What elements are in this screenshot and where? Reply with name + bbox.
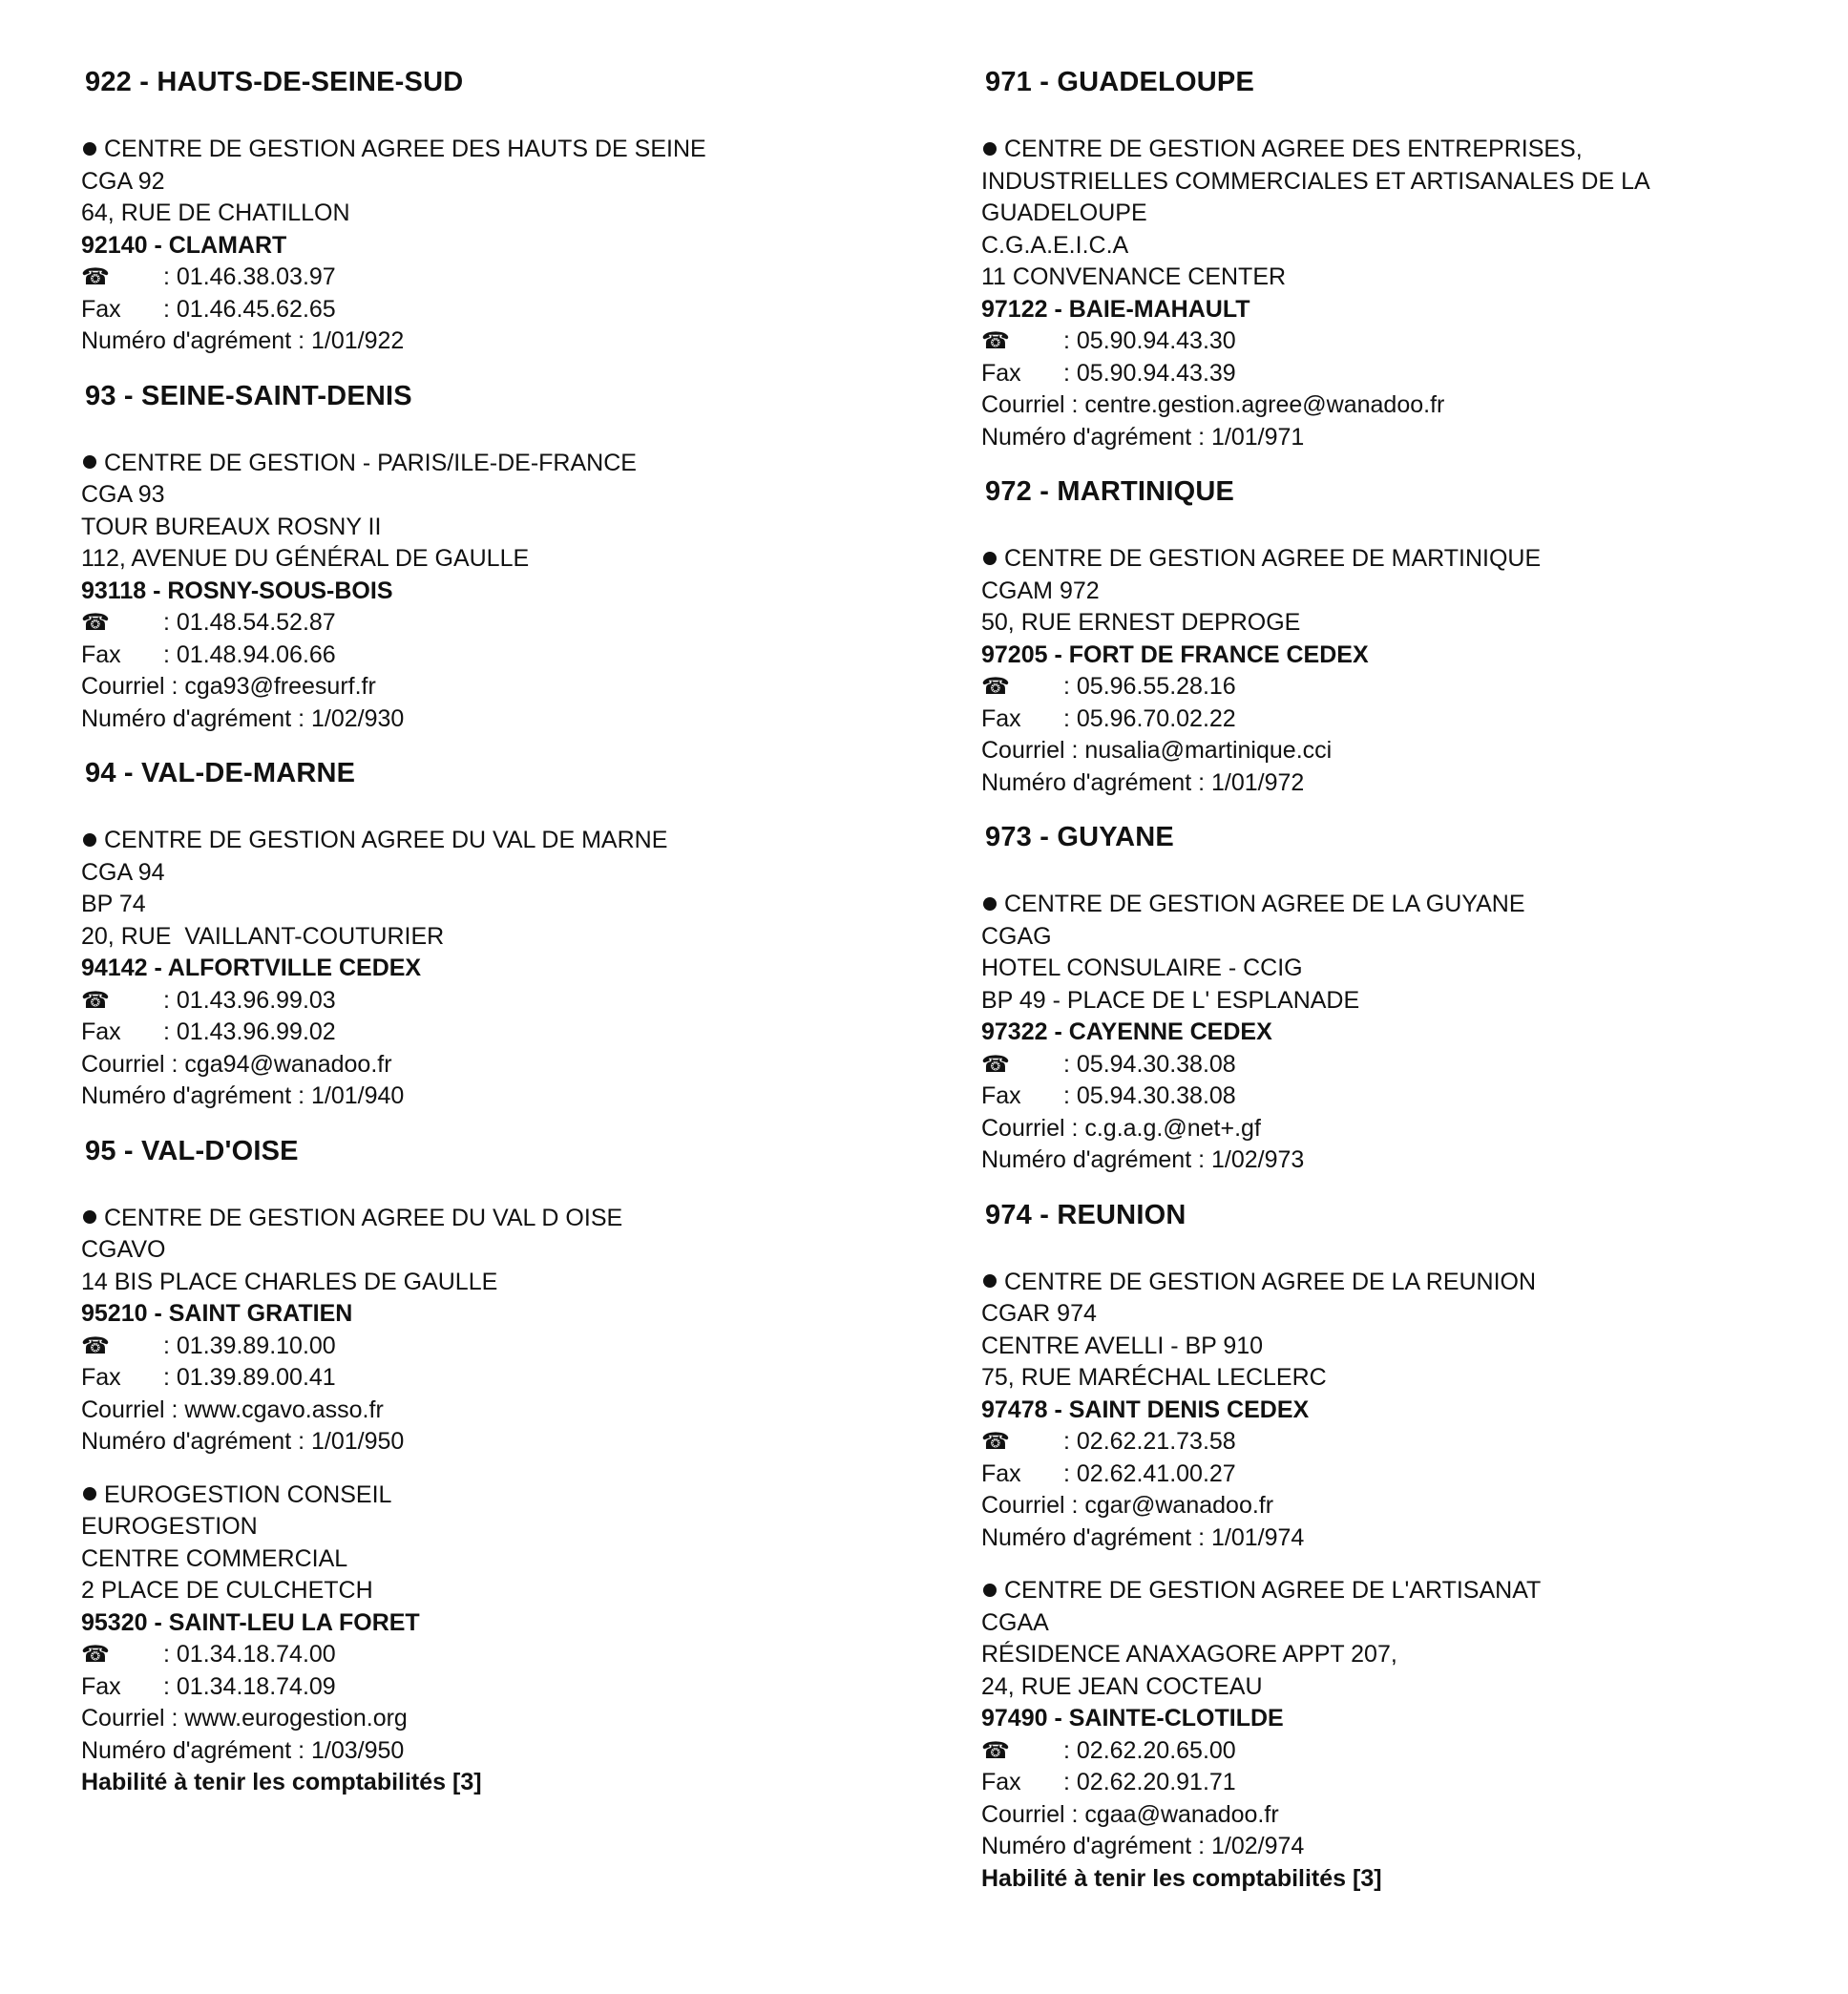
center-entry xyxy=(81,448,902,736)
telephone-icon: ☎ xyxy=(981,1429,1010,1455)
department-title: 974 - REUNION xyxy=(985,1199,1186,1230)
bullet-icon xyxy=(83,1487,96,1501)
agrement-number: Numéro d'agrément : 1/01/940 xyxy=(81,1082,405,1109)
center-entry xyxy=(81,134,902,358)
department-title: 93 - SEINE-SAINT-DENIS xyxy=(85,380,412,411)
center-entry xyxy=(81,825,902,1113)
fax-number: : 01.48.94.06.66 xyxy=(163,640,336,668)
fax-number: : 01.46.45.62.65 xyxy=(163,295,336,323)
phone-number: : 01.34.18.74.00 xyxy=(163,1641,336,1668)
email-line: Courriel : c.g.a.g.@net+.gf xyxy=(981,1114,1261,1142)
postal-city: 97205 - FORT DE FRANCE CEDEX xyxy=(981,640,1369,668)
fax-label: Fax xyxy=(81,295,121,323)
postal-city: 97478 - SAINT DENIS CEDEX xyxy=(981,1396,1310,1423)
center-entry xyxy=(981,889,1802,1177)
fax-number: : 01.34.18.74.09 xyxy=(163,1672,336,1700)
agrement-number: Numéro d'agrément : 1/01/972 xyxy=(981,768,1305,796)
fax-line xyxy=(81,1017,902,1049)
department-title: 973 - GUYANE xyxy=(985,822,1174,852)
fax-label: Fax xyxy=(981,1082,1021,1109)
postal-city: 95320 - SAINT-LEU LA FORET xyxy=(81,1608,420,1636)
department-section xyxy=(81,65,902,358)
phone-number: : 01.48.54.52.87 xyxy=(163,609,336,636)
telephone-icon: ☎ xyxy=(81,264,110,290)
address-line: 11 CONVENANCE CENTER xyxy=(981,263,1287,290)
address-line: INDUSTRIELLES COMMERCIALES ET ARTISANALES DE LA xyxy=(981,167,1650,195)
address-line: CGAVO xyxy=(81,1236,166,1263)
address-line: GUADELOUPE xyxy=(981,199,1147,226)
fax-label: Fax xyxy=(981,1769,1021,1795)
fax-number: : 05.96.70.02.22 xyxy=(1063,704,1236,732)
address-line: CGAR 974 xyxy=(981,1300,1097,1327)
center-name: CENTRE DE GESTION AGREE DU VAL D OISE xyxy=(104,1204,623,1231)
address-line: 64, RUE DE CHATILLON xyxy=(81,199,350,226)
bullet-icon xyxy=(83,833,96,847)
center-entry xyxy=(981,1575,1802,1895)
address-line: CENTRE COMMERCIAL xyxy=(81,1544,348,1572)
center-name: CENTRE DE GESTION AGREE DE MARTINIQUE xyxy=(1004,545,1542,572)
address-line: 24, RUE JEAN COCTEAU xyxy=(981,1672,1263,1700)
address-line: 75, RUE MARÉCHAL LECLERC xyxy=(981,1364,1327,1391)
center-name-line xyxy=(81,1480,902,1512)
center-name-line xyxy=(981,1267,1802,1299)
address-line: CGA 94 xyxy=(81,858,165,886)
address-line: C.G.A.E.I.C.A xyxy=(981,231,1129,259)
fax-number: : 02.62.41.00.27 xyxy=(1063,1459,1236,1487)
telephone-icon: ☎ xyxy=(981,1737,1010,1764)
address-line: TOUR BUREAUX ROSNY II xyxy=(81,513,382,540)
bullet-icon xyxy=(983,552,997,565)
fax-line xyxy=(81,294,902,326)
habilitation-note: Habilité à tenir les comptabilités [3] xyxy=(981,1864,1382,1892)
fax-label: Fax xyxy=(81,1018,121,1045)
email-line: Courriel : www.cgavo.asso.fr xyxy=(81,1396,384,1423)
fax-line xyxy=(81,1362,902,1395)
postal-city: 97322 - CAYENNE CEDEX xyxy=(981,1018,1272,1045)
address-line: BP 49 - PLACE DE L' ESPLANADE xyxy=(981,986,1360,1014)
postal-city: 97122 - BAIE-MAHAULT xyxy=(981,295,1250,323)
fax-line xyxy=(81,1671,902,1704)
address-line: 50, RUE ERNEST DEPROGE xyxy=(981,609,1301,636)
address-line: 20, RUE VAILLANT-COUTURIER xyxy=(81,922,445,950)
center-entry xyxy=(81,1203,902,1459)
department-section xyxy=(981,65,1802,453)
fax-line xyxy=(981,1459,1802,1491)
fax-line xyxy=(981,1081,1802,1113)
bullet-icon xyxy=(983,897,997,911)
fax-label: Fax xyxy=(981,704,1021,732)
telephone-icon: ☎ xyxy=(981,328,1010,354)
fax-number: : 05.94.30.38.08 xyxy=(1063,1082,1236,1109)
center-name: EUROGESTION CONSEIL xyxy=(104,1480,392,1508)
address-line: RÉSIDENCE ANAXAGORE APPT 207, xyxy=(981,1641,1397,1668)
telephone-icon: ☎ xyxy=(81,1642,110,1668)
habilitation-note: Habilité à tenir les comptabilités [3] xyxy=(81,1769,482,1795)
agrement-number: Numéro d'agrément : 1/01/974 xyxy=(981,1523,1305,1551)
agrement-number: Numéro d'agrément : 1/01/950 xyxy=(81,1428,405,1455)
department-section xyxy=(981,474,1802,799)
telephone-icon: ☎ xyxy=(81,987,110,1014)
telephone-icon: ☎ xyxy=(81,1333,110,1359)
email-line: Courriel : cga93@freesurf.fr xyxy=(81,673,376,700)
postal-city: 93118 - ROSNY-SOUS-BOIS xyxy=(81,577,393,604)
phone-number: : 01.43.96.99.03 xyxy=(163,986,336,1014)
center-name: CENTRE DE GESTION AGREE DES HAUTS DE SEINE xyxy=(104,136,706,162)
center-name-line xyxy=(81,825,902,857)
phone-line xyxy=(981,1426,1802,1459)
center-name-line xyxy=(81,1203,902,1235)
phone-line xyxy=(81,1639,902,1671)
center-name: CENTRE DE GESTION AGREE DE LA GUYANE xyxy=(1004,891,1525,917)
department-section xyxy=(81,1134,902,1799)
department-title: 922 - HAUTS-DE-SEINE-SUD xyxy=(85,67,464,97)
agrement-number: Numéro d'agrément : 1/03/950 xyxy=(81,1736,405,1764)
phone-number: : 02.62.21.73.58 xyxy=(1063,1428,1236,1455)
fax-number: : 02.62.20.91.71 xyxy=(1063,1769,1236,1795)
fax-line xyxy=(81,640,902,672)
email-line: Courriel : cgaa@wanadoo.fr xyxy=(981,1800,1279,1828)
bullet-icon xyxy=(983,1274,997,1288)
department-title: 972 - MARTINIQUE xyxy=(985,476,1235,507)
email-line: Courriel : cgar@wanadoo.fr xyxy=(981,1492,1274,1519)
department-title: 971 - GUADELOUPE xyxy=(985,67,1254,97)
email-line: Courriel : cga94@wanadoo.fr xyxy=(81,1050,392,1078)
address-line: 112, AVENUE DU GÉNÉRAL DE GAULLE xyxy=(81,545,530,572)
phone-number: : 01.39.89.10.00 xyxy=(163,1332,336,1359)
agrement-number: Numéro d'agrément : 1/01/922 xyxy=(81,327,405,354)
bullet-icon xyxy=(983,142,997,156)
telephone-icon: ☎ xyxy=(981,1051,1010,1078)
fax-line xyxy=(981,358,1802,390)
fax-label: Fax xyxy=(81,640,121,668)
fax-label: Fax xyxy=(981,1459,1021,1487)
bullet-icon xyxy=(83,1210,96,1224)
phone-line xyxy=(981,325,1802,358)
phone-line xyxy=(981,671,1802,703)
fax-label: Fax xyxy=(981,359,1021,387)
phone-line xyxy=(981,1735,1802,1768)
phone-number: : 05.90.94.43.30 xyxy=(1063,327,1236,354)
fax-number: : 01.39.89.00.41 xyxy=(163,1364,336,1391)
center-name-line xyxy=(981,134,1802,166)
center-name-line xyxy=(81,134,902,166)
phone-line xyxy=(81,262,902,294)
email-line: Courriel : www.eurogestion.org xyxy=(81,1705,408,1732)
postal-city: 92140 - CLAMART xyxy=(81,231,287,259)
phone-number: : 05.94.30.38.08 xyxy=(1063,1050,1236,1078)
address-line: BP 74 xyxy=(81,891,146,917)
telephone-icon: ☎ xyxy=(981,674,1010,700)
center-name: CENTRE DE GESTION AGREE DES ENTREPRISES, xyxy=(1004,136,1583,162)
department-title: 95 - VAL-D'OISE xyxy=(85,1135,299,1166)
address-line: CGA 92 xyxy=(81,167,165,195)
left-column xyxy=(81,59,902,1820)
right-column xyxy=(981,59,1802,1916)
phone-line xyxy=(81,985,902,1018)
center-name-line xyxy=(81,448,902,480)
fax-label: Fax xyxy=(81,1672,121,1700)
bullet-icon xyxy=(83,455,96,469)
center-name: CENTRE DE GESTION - PARIS/ILE-DE-FRANCE xyxy=(104,449,637,476)
department-section xyxy=(81,379,902,736)
phone-line xyxy=(981,1049,1802,1081)
address-line: CGAM 972 xyxy=(981,577,1100,604)
fax-line xyxy=(981,1767,1802,1799)
phone-number: : 02.62.20.65.00 xyxy=(1063,1736,1236,1764)
bullet-icon xyxy=(83,142,96,156)
department-section xyxy=(81,756,902,1113)
center-name-line xyxy=(981,889,1802,921)
address-line: CENTRE AVELLI - BP 910 xyxy=(981,1332,1264,1359)
address-line: 14 BIS PLACE CHARLES DE GAULLE xyxy=(81,1268,498,1295)
agrement-number: Numéro d'agrément : 1/01/971 xyxy=(981,423,1305,451)
postal-city: 97490 - SAINTE-CLOTILDE xyxy=(981,1705,1284,1732)
phone-line xyxy=(81,1331,902,1363)
email-line: Courriel : nusalia@martinique.cci xyxy=(981,737,1333,764)
center-name: CENTRE DE GESTION AGREE DE LA REUNION xyxy=(1004,1268,1537,1295)
address-line: 2 PLACE DE CULCHETCH xyxy=(81,1577,373,1604)
center-name: CENTRE DE GESTION AGREE DE L'ARTISANAT xyxy=(1004,1577,1542,1604)
department-title: 94 - VAL-DE-MARNE xyxy=(85,758,356,788)
center-entry xyxy=(81,1480,902,1799)
center-name-line xyxy=(981,543,1802,576)
fax-line xyxy=(981,703,1802,736)
department-section xyxy=(981,1198,1802,1896)
bullet-icon xyxy=(983,1584,997,1597)
fax-label: Fax xyxy=(81,1364,121,1391)
center-entry xyxy=(981,134,1802,453)
agrement-number: Numéro d'agrément : 1/02/930 xyxy=(81,704,405,732)
address-line: CGAA xyxy=(981,1608,1049,1636)
email-line: Courriel : centre.gestion.agree@wanadoo.fr xyxy=(981,391,1445,418)
phone-number: : 05.96.55.28.16 xyxy=(1063,673,1236,700)
fax-number: : 01.43.96.99.02 xyxy=(163,1018,336,1045)
postal-city: 94142 - ALFORTVILLE CEDEX xyxy=(81,955,422,981)
address-line: CGAG xyxy=(981,922,1052,950)
phone-number: : 01.46.38.03.97 xyxy=(163,263,336,290)
agrement-number: Numéro d'agrément : 1/02/974 xyxy=(981,1833,1305,1859)
center-name-line xyxy=(981,1575,1802,1607)
department-section xyxy=(981,820,1802,1177)
center-name: CENTRE DE GESTION AGREE DU VAL DE MARNE xyxy=(104,827,668,853)
address-line: EUROGESTION xyxy=(81,1513,258,1540)
address-line: CGA 93 xyxy=(81,481,165,508)
center-entry xyxy=(981,543,1802,799)
address-line: HOTEL CONSULAIRE - CCIG xyxy=(981,955,1303,981)
fax-number: : 05.90.94.43.39 xyxy=(1063,359,1236,387)
center-entry xyxy=(981,1267,1802,1555)
phone-line xyxy=(81,607,902,640)
telephone-icon: ☎ xyxy=(81,610,110,636)
agrement-number: Numéro d'agrément : 1/02/973 xyxy=(981,1146,1305,1173)
postal-city: 95210 - SAINT GRATIEN xyxy=(81,1300,353,1327)
